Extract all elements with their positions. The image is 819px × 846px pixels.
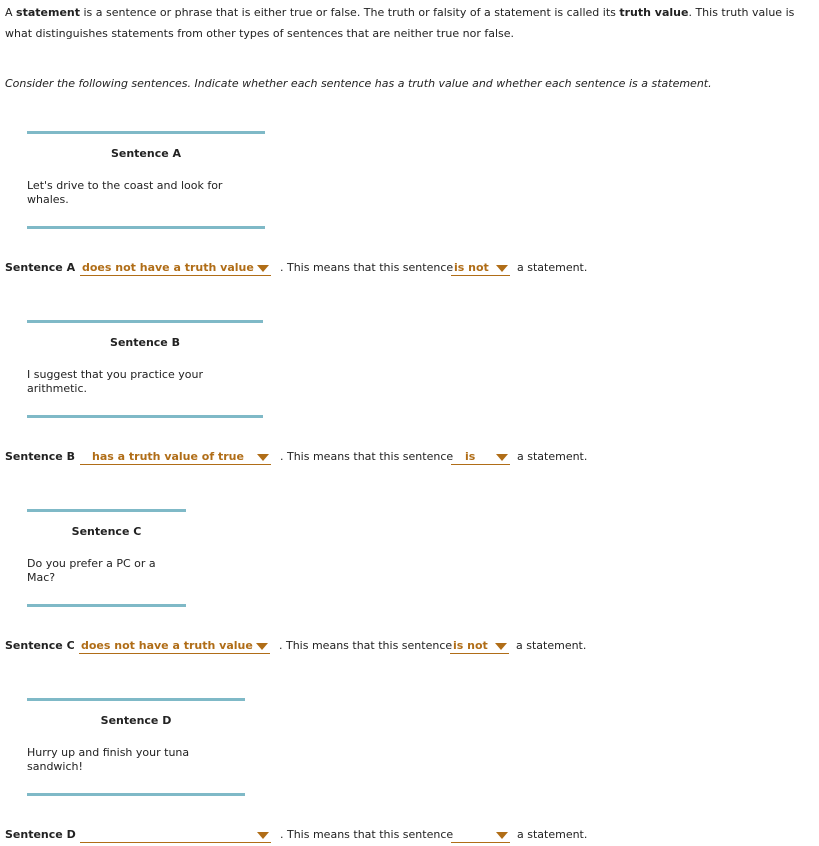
card-sentence: Let's drive to the coast and look for whales. [27,179,223,206]
sentence-end-text: a statement. [517,828,588,841]
statement-dropdown[interactable] [451,825,510,843]
row-label: Sentence D [5,828,76,841]
dropdown-value: is [465,450,476,463]
dropdown-value: is not [453,639,488,652]
card-top-rule [27,509,186,512]
truth-value-dropdown[interactable] [79,636,270,654]
chevron-down-icon [496,454,508,461]
card-bottom-rule [27,604,186,607]
sentence-middle-text: . This means that this sentence [280,450,454,463]
card-bottom-rule [27,415,263,418]
term-truth-value: truth value [619,6,689,19]
row-label: Sentence A [5,261,76,274]
card-top-rule [27,320,263,323]
sentence-middle-text: . This means that this sentence [280,828,454,841]
dropdown-value: does not have a truth value [81,639,253,652]
chevron-down-icon [495,643,507,650]
sentence-card-c [27,509,186,607]
dropdown-value: is not [454,261,489,274]
chevron-down-icon [257,454,269,461]
sentence-middle-text: . This means that this sentence [279,639,453,652]
card-sentence: I suggest that you practice your arithmetic. [27,368,203,395]
term-statement: statement [16,6,80,19]
card-sentence: Do you prefer a PC or a Mac? [27,557,156,584]
card-bottom-rule [27,226,265,229]
card-bottom-rule [27,793,245,796]
statement-dropdown[interactable] [451,258,510,276]
sentence-middle-text: . This means that this sentence [280,261,454,274]
card-title: Sentence B [110,336,180,349]
sentence-card-b [27,320,263,418]
truth-value-dropdown[interactable] [80,447,271,465]
statement-dropdown[interactable] [451,447,510,465]
dropdown-value: has a truth value of true [92,450,244,463]
truth-value-dropdown[interactable] [80,825,271,843]
sentence-card-d [27,698,245,796]
intro-paragraph: A statement is a sentence or phrase that is either true or false. The truth or falsity of a statement is called its truth value. This truth value is what distinguishes statements from other types of sentences that are neither true nor false. [5,6,795,40]
sentence-end-text: a statement. [516,639,587,652]
row-label: Sentence B [5,450,75,463]
card-top-rule [27,698,245,701]
sentence-card-a [27,131,265,229]
instructions: Consider the following sentences. Indicate whether each sentence has a truth value and whether each sentence is a statement. [5,77,712,90]
chevron-down-icon [257,832,269,839]
card-title: Sentence A [110,147,182,160]
chevron-down-icon [496,832,508,839]
card-title: Sentence D [100,714,172,727]
dropdown-value: does not have a truth value [82,261,254,274]
card-top-rule [27,131,265,134]
card-title: Sentence C [71,525,142,538]
sentence-end-text: a statement. [517,261,588,274]
chevron-down-icon [257,265,269,272]
card-sentence: Hurry up and finish your tuna sandwich! [27,746,190,773]
statement-dropdown[interactable] [450,636,509,654]
chevron-down-icon [256,643,268,650]
chevron-down-icon [496,265,508,272]
truth-value-dropdown[interactable] [80,258,271,276]
sentence-end-text: a statement. [517,450,588,463]
row-label: Sentence C [5,639,75,652]
